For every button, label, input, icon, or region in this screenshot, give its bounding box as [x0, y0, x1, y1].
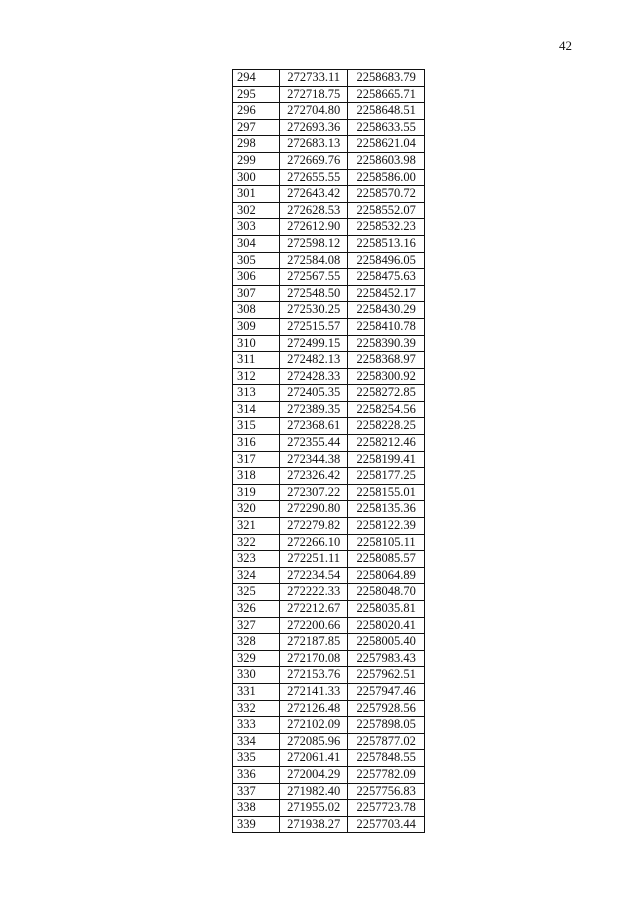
y-coordinate-cell: 2258586.00: [348, 169, 425, 186]
table-row: [233, 352, 425, 369]
y-coordinate-cell: 2258552.07: [348, 202, 425, 219]
y-coordinate-cell: 2258410.78: [348, 318, 425, 335]
x-coordinate-cell: 272307.22: [279, 484, 347, 501]
point-number-cell: 327: [233, 617, 280, 634]
table-row: [233, 733, 425, 750]
y-coordinate-cell: 2258300.92: [348, 368, 425, 385]
table-row: [233, 418, 425, 435]
y-coordinate-cell: 2257983.43: [348, 650, 425, 667]
y-coordinate-cell: 2258085.57: [348, 551, 425, 568]
table-row: [233, 683, 425, 700]
point-number-cell: 305: [233, 252, 280, 269]
point-number-cell: 318: [233, 468, 280, 485]
y-coordinate-cell: 2258475.63: [348, 269, 425, 286]
point-number-cell: 307: [233, 285, 280, 302]
point-number-cell: 297: [233, 119, 280, 136]
x-coordinate-cell: 272141.33: [279, 683, 347, 700]
x-coordinate-cell: 272584.08: [279, 252, 347, 269]
table-row: [233, 451, 425, 468]
point-number-cell: 312: [233, 368, 280, 385]
table-row: [233, 468, 425, 485]
point-number-cell: 330: [233, 667, 280, 684]
y-coordinate-cell: 2258199.41: [348, 451, 425, 468]
x-coordinate-cell: 272693.36: [279, 119, 347, 136]
table-row: [233, 318, 425, 335]
table-row: [233, 584, 425, 601]
point-number-cell: 320: [233, 501, 280, 518]
table-row: [233, 501, 425, 518]
y-coordinate-cell: 2258513.16: [348, 235, 425, 252]
x-coordinate-cell: 272326.42: [279, 468, 347, 485]
x-coordinate-cell: 272733.11: [279, 70, 347, 87]
point-number-cell: 331: [233, 683, 280, 700]
table-row: [233, 650, 425, 667]
x-coordinate-cell: 271938.27: [279, 816, 347, 833]
x-coordinate-cell: 272548.50: [279, 285, 347, 302]
point-number-cell: 337: [233, 783, 280, 800]
point-number-cell: 325: [233, 584, 280, 601]
page-number: 42: [559, 38, 572, 53]
y-coordinate-cell: 2257782.09: [348, 766, 425, 783]
x-coordinate-cell: 272628.53: [279, 202, 347, 219]
point-number-cell: 300: [233, 169, 280, 186]
table-row: [233, 152, 425, 169]
y-coordinate-cell: 2258155.01: [348, 484, 425, 501]
x-coordinate-cell: 272102.09: [279, 717, 347, 734]
table-row: [233, 252, 425, 269]
y-coordinate-cell: 2258570.72: [348, 186, 425, 203]
y-coordinate-cell: 2258683.79: [348, 70, 425, 87]
point-number-cell: 316: [233, 435, 280, 452]
x-coordinate-cell: 272153.76: [279, 667, 347, 684]
y-coordinate-cell: 2258272.85: [348, 385, 425, 402]
table-row: [233, 717, 425, 734]
y-coordinate-cell: 2258048.70: [348, 584, 425, 601]
y-coordinate-cell: 2258212.46: [348, 435, 425, 452]
table-row: [233, 800, 425, 817]
table-row: [233, 567, 425, 584]
point-number-cell: 306: [233, 269, 280, 286]
table-row: [233, 302, 425, 319]
x-coordinate-cell: 272718.75: [279, 86, 347, 103]
x-coordinate-cell: 272389.35: [279, 401, 347, 418]
y-coordinate-cell: 2257947.46: [348, 683, 425, 700]
table-row: [233, 219, 425, 236]
point-number-cell: 334: [233, 733, 280, 750]
x-coordinate-cell: 272567.55: [279, 269, 347, 286]
point-number-cell: 309: [233, 318, 280, 335]
point-number-cell: 295: [233, 86, 280, 103]
y-coordinate-cell: 2258665.71: [348, 86, 425, 103]
table-row: [233, 617, 425, 634]
y-coordinate-cell: 2257962.51: [348, 667, 425, 684]
point-number-cell: 333: [233, 717, 280, 734]
point-number-cell: 329: [233, 650, 280, 667]
table-row: [233, 103, 425, 120]
point-number-cell: 301: [233, 186, 280, 203]
y-coordinate-cell: 2257877.02: [348, 733, 425, 750]
table-row: [233, 368, 425, 385]
x-coordinate-cell: 272515.57: [279, 318, 347, 335]
point-number-cell: 311: [233, 352, 280, 369]
x-coordinate-cell: 272704.80: [279, 103, 347, 120]
point-number-cell: 332: [233, 700, 280, 717]
y-coordinate-cell: 2258603.98: [348, 152, 425, 169]
point-number-cell: 294: [233, 70, 280, 87]
table-row: [233, 269, 425, 286]
table-row: [233, 186, 425, 203]
x-coordinate-cell: 272669.76: [279, 152, 347, 169]
y-coordinate-cell: 2258430.29: [348, 302, 425, 319]
y-coordinate-cell: 2258177.25: [348, 468, 425, 485]
table-row: [233, 816, 425, 833]
y-coordinate-cell: 2258254.56: [348, 401, 425, 418]
table-row: [233, 285, 425, 302]
y-coordinate-cell: 2257928.56: [348, 700, 425, 717]
point-number-cell: 335: [233, 750, 280, 767]
coordinates-table-body: [233, 70, 425, 833]
table-row: [233, 86, 425, 103]
point-number-cell: 313: [233, 385, 280, 402]
x-coordinate-cell: 272683.13: [279, 136, 347, 153]
x-coordinate-cell: 272212.67: [279, 601, 347, 618]
table-row: [233, 783, 425, 800]
x-coordinate-cell: 272499.15: [279, 335, 347, 352]
point-number-cell: 298: [233, 136, 280, 153]
x-coordinate-cell: 272428.33: [279, 368, 347, 385]
x-coordinate-cell: 272251.11: [279, 551, 347, 568]
y-coordinate-cell: 2258064.89: [348, 567, 425, 584]
x-coordinate-cell: 272368.61: [279, 418, 347, 435]
table-row: [233, 750, 425, 767]
x-coordinate-cell: 272170.08: [279, 650, 347, 667]
point-number-cell: 339: [233, 816, 280, 833]
x-coordinate-cell: 272187.85: [279, 634, 347, 651]
point-number-cell: 315: [233, 418, 280, 435]
y-coordinate-cell: 2258105.11: [348, 534, 425, 551]
y-coordinate-cell: 2257898.05: [348, 717, 425, 734]
y-coordinate-cell: 2258035.81: [348, 601, 425, 618]
point-number-cell: 328: [233, 634, 280, 651]
point-number-cell: 296: [233, 103, 280, 120]
point-number-cell: 314: [233, 401, 280, 418]
y-coordinate-cell: 2258228.25: [348, 418, 425, 435]
y-coordinate-cell: 2257703.44: [348, 816, 425, 833]
point-number-cell: 338: [233, 800, 280, 817]
x-coordinate-cell: 272530.25: [279, 302, 347, 319]
point-number-cell: 299: [233, 152, 280, 169]
x-coordinate-cell: 272200.66: [279, 617, 347, 634]
table-row: [233, 484, 425, 501]
table-row: [233, 435, 425, 452]
point-number-cell: 308: [233, 302, 280, 319]
x-coordinate-cell: 272266.10: [279, 534, 347, 551]
x-coordinate-cell: 272598.12: [279, 235, 347, 252]
point-number-cell: 310: [233, 335, 280, 352]
x-coordinate-cell: 272612.90: [279, 219, 347, 236]
x-coordinate-cell: 272290.80: [279, 501, 347, 518]
point-number-cell: 321: [233, 518, 280, 535]
x-coordinate-cell: 272126.48: [279, 700, 347, 717]
y-coordinate-cell: 2258452.17: [348, 285, 425, 302]
table-row: [233, 551, 425, 568]
point-number-cell: 326: [233, 601, 280, 618]
y-coordinate-cell: 2258135.36: [348, 501, 425, 518]
x-coordinate-cell: 272355.44: [279, 435, 347, 452]
table-row: [233, 766, 425, 783]
y-coordinate-cell: 2258633.55: [348, 119, 425, 136]
table-row: [233, 534, 425, 551]
x-coordinate-cell: 272643.42: [279, 186, 347, 203]
table-row: [233, 119, 425, 136]
table-row: [233, 634, 425, 651]
table-row: [233, 667, 425, 684]
point-number-cell: 303: [233, 219, 280, 236]
point-number-cell: 322: [233, 534, 280, 551]
point-number-cell: 323: [233, 551, 280, 568]
x-coordinate-cell: 271955.02: [279, 800, 347, 817]
y-coordinate-cell: 2258368.97: [348, 352, 425, 369]
y-coordinate-cell: 2258122.39: [348, 518, 425, 535]
x-coordinate-cell: 272004.29: [279, 766, 347, 783]
y-coordinate-cell: 2258532.23: [348, 219, 425, 236]
y-coordinate-cell: 2257723.78: [348, 800, 425, 817]
table-row: [233, 202, 425, 219]
y-coordinate-cell: 2257848.55: [348, 750, 425, 767]
y-coordinate-cell: 2257756.83: [348, 783, 425, 800]
y-coordinate-cell: 2258496.05: [348, 252, 425, 269]
y-coordinate-cell: 2258005.40: [348, 634, 425, 651]
x-coordinate-cell: 272234.54: [279, 567, 347, 584]
point-number-cell: 336: [233, 766, 280, 783]
y-coordinate-cell: 2258020.41: [348, 617, 425, 634]
y-coordinate-cell: 2258648.51: [348, 103, 425, 120]
point-number-cell: 317: [233, 451, 280, 468]
x-coordinate-cell: 272061.41: [279, 750, 347, 767]
y-coordinate-cell: 2258390.39: [348, 335, 425, 352]
table-row: [233, 700, 425, 717]
table-row: [233, 518, 425, 535]
table-row: [233, 385, 425, 402]
table-row: [233, 136, 425, 153]
point-number-cell: 324: [233, 567, 280, 584]
x-coordinate-cell: 272405.35: [279, 385, 347, 402]
table-row: [233, 169, 425, 186]
point-number-cell: 304: [233, 235, 280, 252]
coordinates-table: [232, 69, 425, 833]
x-coordinate-cell: 272482.13: [279, 352, 347, 369]
point-number-cell: 302: [233, 202, 280, 219]
y-coordinate-cell: 2258621.04: [348, 136, 425, 153]
table-row: [233, 335, 425, 352]
table-row: [233, 601, 425, 618]
point-number-cell: 319: [233, 484, 280, 501]
x-coordinate-cell: 272655.55: [279, 169, 347, 186]
x-coordinate-cell: 271982.40: [279, 783, 347, 800]
table-row: [233, 70, 425, 87]
x-coordinate-cell: 272344.38: [279, 451, 347, 468]
x-coordinate-cell: 272085.96: [279, 733, 347, 750]
table-row: [233, 235, 425, 252]
table-row: [233, 401, 425, 418]
x-coordinate-cell: 272279.82: [279, 518, 347, 535]
x-coordinate-cell: 272222.33: [279, 584, 347, 601]
